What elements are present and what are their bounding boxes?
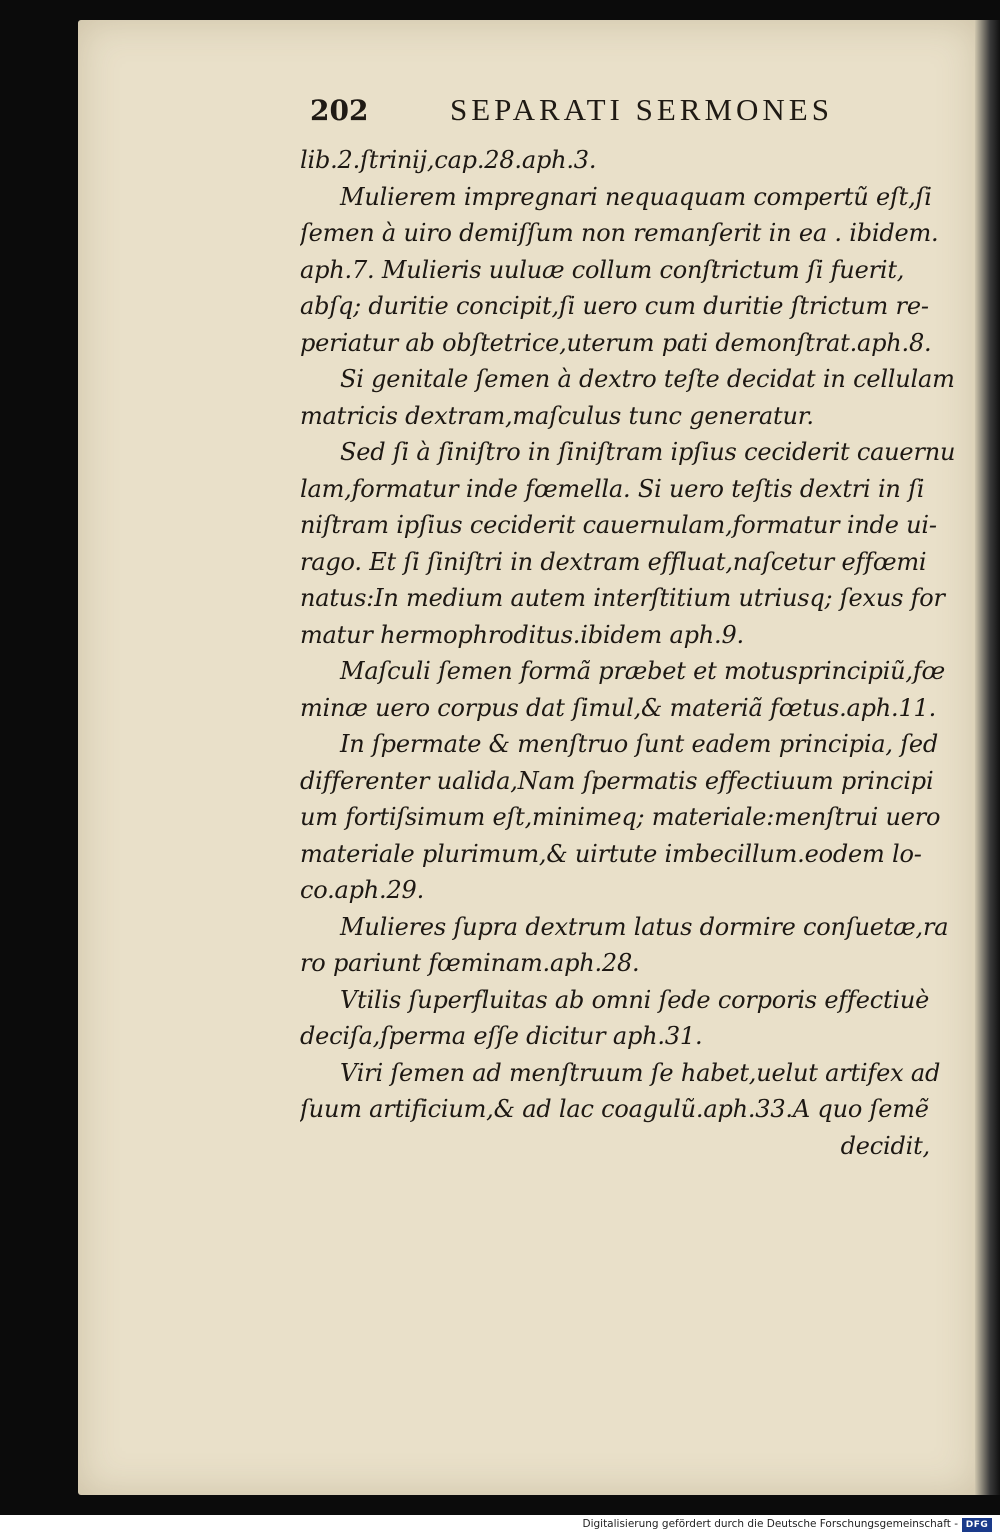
text-line: differenter ualida,Nam ſpermatis effectiuum principi (300, 766, 934, 795)
text-line: matur hermophroditus.ibidem aph.9. (300, 620, 744, 649)
text-line: lam,formatur inde fœmella. Si uero teſtis dextri in ſi (300, 474, 925, 503)
page-edge (975, 20, 1000, 1495)
text-line: ſemen à uiro demiſſum non remanſerit in ea . ibidem. (300, 219, 939, 247)
running-title: SEPARATI SERMONES (450, 92, 833, 127)
text-line: Viri ſemen ad menſtruum ſe habet,uelut artifex ad (340, 1058, 941, 1087)
text-line: Sed ſi à ſiniſtro in ſiniſtram ipſius ceciderit cauernu (340, 438, 956, 466)
text-line: periatur ab obſtetrice,uterum pati demonſtrat.aph.8. (300, 328, 932, 357)
text-line: Mulieres ſupra dextrum latus dormire conſuetæ,ra (340, 912, 949, 941)
text-line: In ſpermate & menſtruo ſunt eadem principia, ſed (340, 730, 939, 758)
text-line: Maſculi ſemen formã præbet et motusprincipiũ,fœ (340, 657, 946, 685)
text-line: deciſa,ſperma eſſe dicitur aph.31. (300, 1022, 703, 1050)
dfg-logo: DFG (962, 1518, 992, 1532)
text-line: Vtilis ſuperfluitas ab omni ſede corporis effectiuè (340, 985, 930, 1014)
text-line: Si genitale ſemen à dextro teſte decidat in cellulam (340, 365, 955, 393)
text-line: aph.7. Mulieris uuluæ collum conſtrictum ſi fuerit, (300, 255, 905, 284)
page-number: 202 (310, 94, 369, 127)
funding-credit: Digitalisierung gefördert durch die Deutsche Forschungsgemeinschaft - (582, 1518, 958, 1530)
text-line: matricis dextram,maſculus tunc generatur. (300, 401, 814, 430)
text-line: minæ uero corpus dat ſimul,& materiã fœtus.aph.11. (300, 693, 937, 722)
text-line: co.aph.29. (300, 876, 425, 904)
body-text (300, 142, 970, 1164)
text-line: niſtram ipſius ceciderit cauernulam,formatur inde ui- (300, 511, 937, 539)
text-line: natus:In medium autem interſtitium utriusq; ſexus for (300, 584, 945, 612)
text-line: um fortiſsimum eſt,minimeq; materiale:menſtrui uero (300, 803, 941, 831)
text-line: ro pariunt fœminam.aph.28. (300, 949, 640, 977)
text-line: abſq; duritie concipit,ſi uero cum duritie ſtrictum re- (300, 292, 929, 320)
text-line: Mulierem impregnari nequaquam compertũ eſt,ſi (340, 182, 932, 211)
text-line: lib.2.ſtrinij,cap.28.aph.3. (300, 146, 597, 174)
text-line: ſuum artificium,& ad lac coagulũ.aph.33.A quo ſemẽ (300, 1095, 929, 1123)
digitization-footer (0, 1515, 1000, 1535)
text-line: materiale plurimum,& uirtute imbecillum.eodem lo- (300, 839, 922, 868)
text-line: rago. Et ſi ſiniſtri in dextram effluat,naſcetur effœmi (300, 547, 927, 576)
catchword: decidit, (840, 1131, 930, 1160)
page-header (310, 88, 870, 134)
